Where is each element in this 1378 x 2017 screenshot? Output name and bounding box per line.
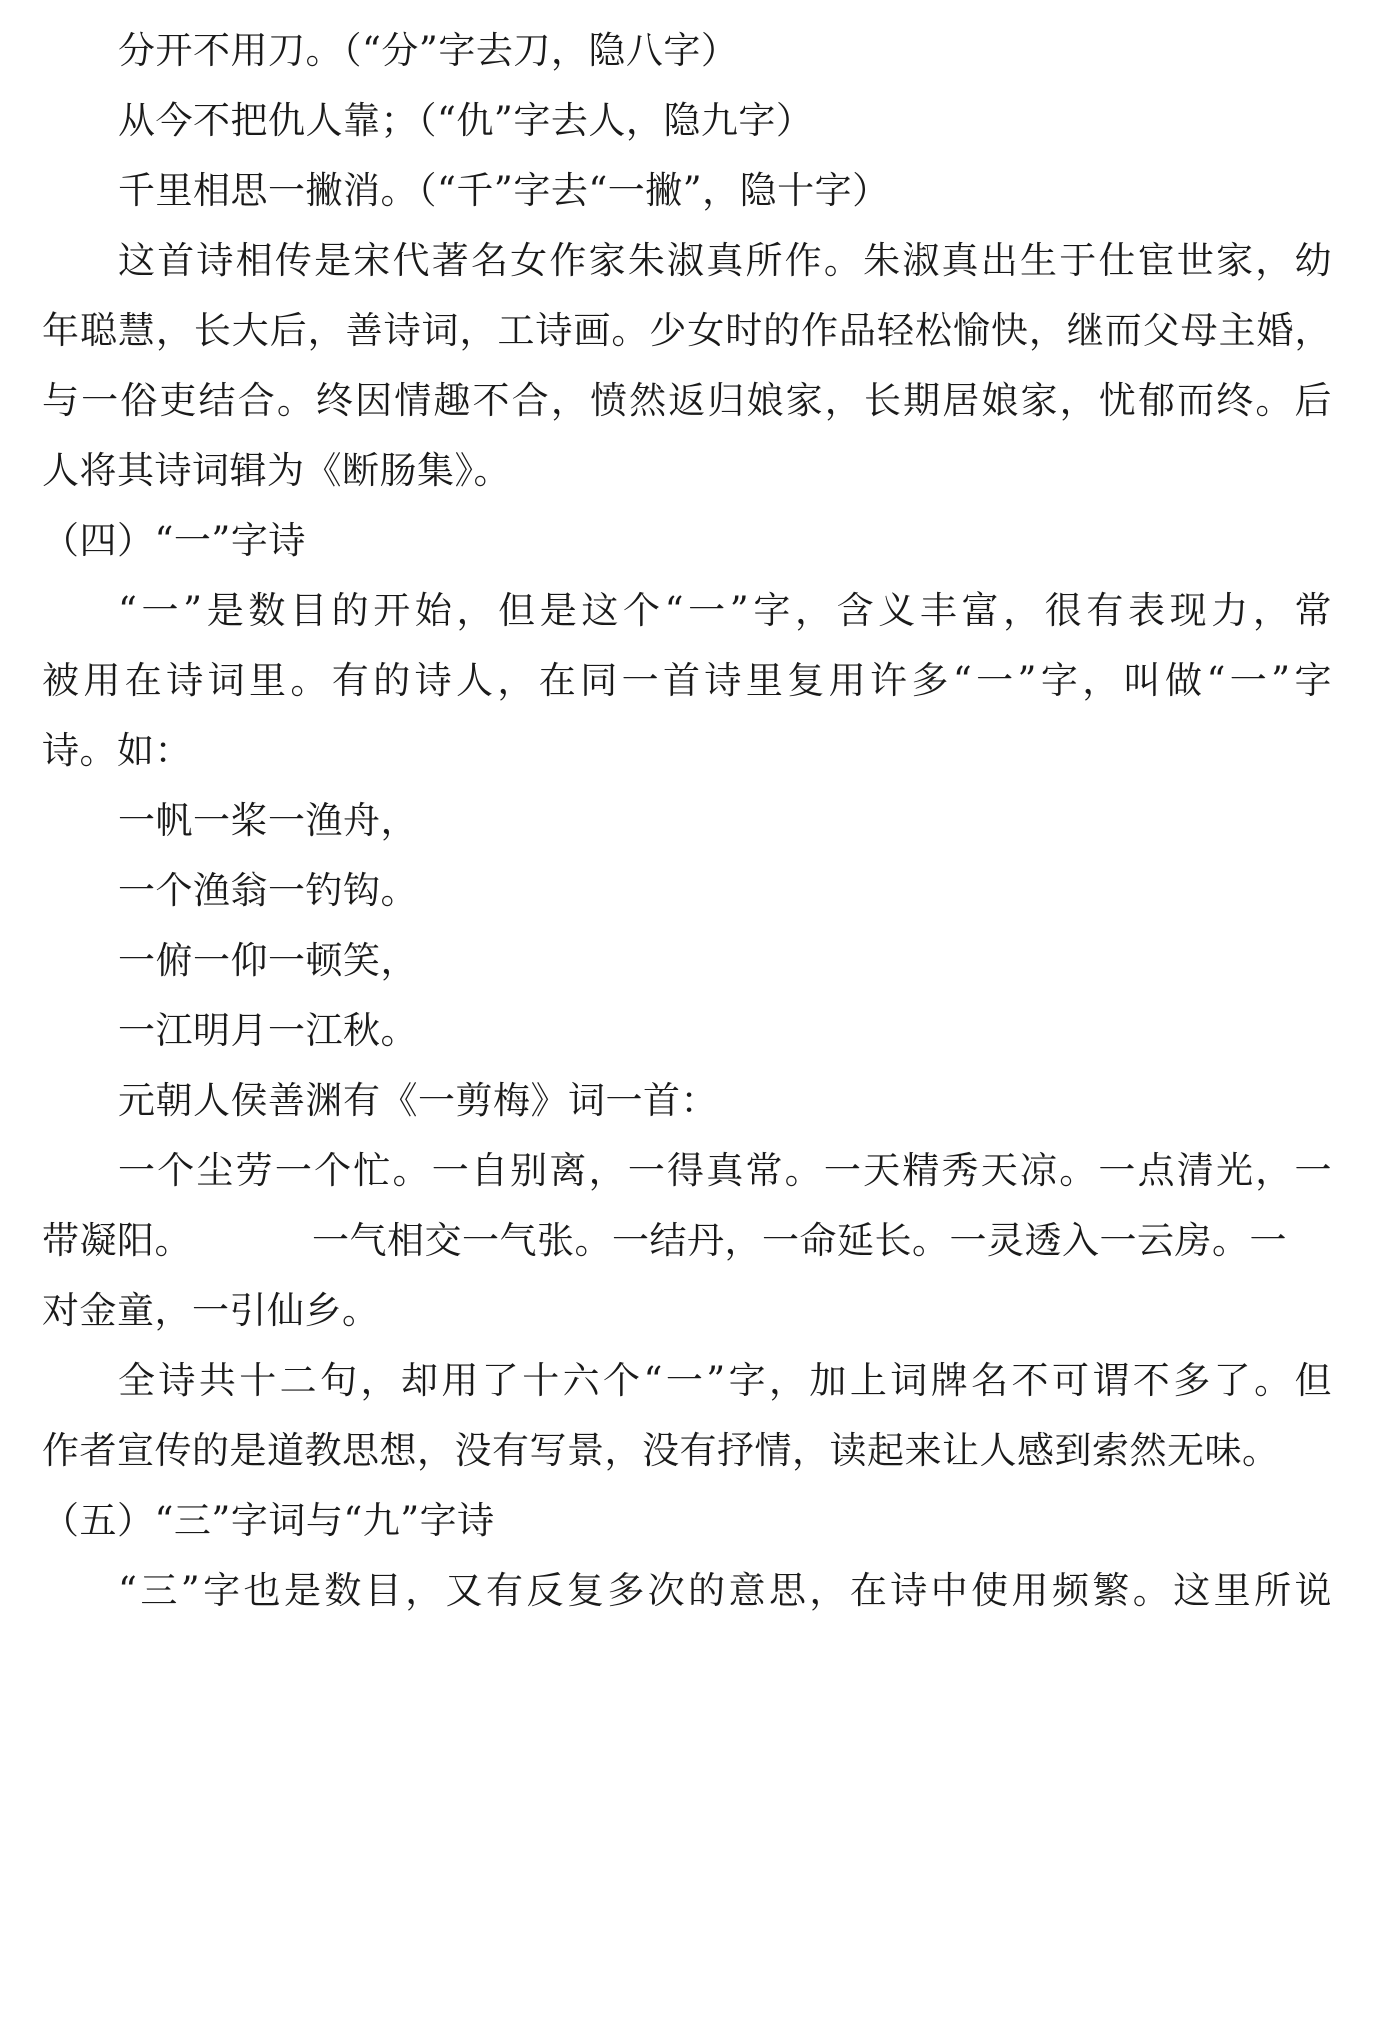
paragraph-line: 作者宣传的是道教思想，没有写景，没有抒情，读起来让人感到索然无味。	[42, 1429, 1280, 1472]
ci-line: 对金童，一引仙乡。	[42, 1289, 380, 1332]
poem-line: 从今不把仇人靠；（“仇”字去人，隐九字）	[118, 99, 814, 142]
ci-line: 一个尘劳一个忙。一自别离，一得真常。一天精秀天凉。一点清光，一	[118, 1149, 1332, 1192]
paragraph-line: 诗。如：	[42, 729, 192, 772]
paragraph-line: 全诗共十二句，却用了十六个“一”字，加上词牌名不可谓不多了。但	[118, 1359, 1332, 1402]
poem-line: 一个渔翁一钓钩。	[118, 869, 418, 912]
ci-line-segment: 带凝阳。	[42, 1219, 192, 1262]
section-heading: （五）“三”字词与“九”字诗	[42, 1499, 495, 1542]
paragraph-line: 这首诗相传是宋代著名女作家朱淑真所作。朱淑真出生于仕宦世家，幼	[118, 239, 1332, 282]
poem-line: 一帆一桨一渔舟，	[118, 799, 418, 842]
paragraph-line: 被用在诗词里。有的诗人，在同一首诗里复用许多“一”字，叫做“一”字	[42, 659, 1332, 702]
ci-line	[42, 1216, 1332, 1266]
poem-line: 千里相思一撇消。（“千”字去“一撇”，隐十字）	[118, 169, 890, 212]
section-heading: （四）“一”字诗	[42, 519, 306, 562]
ci-line-segment: 一气相交一气张。一结丹，一命延长。一灵透入一云房。一	[312, 1219, 1287, 1262]
paragraph-line: 年聪慧，长大后，善诗词，工诗画。少女时的作品轻松愉快，继而父母主婚，	[42, 309, 1332, 352]
paragraph-line: “一”是数目的开始，但是这个“一”字，含义丰富，很有表现力，常	[118, 589, 1332, 632]
poem-line: 一江明月一江秋。	[118, 1009, 418, 1052]
paragraph-line: 元朝人侯善渊有《一剪梅》词一首：	[118, 1079, 718, 1122]
paragraph-line: “三”字也是数目，又有反复多次的意思，在诗中使用频繁。这里所说	[118, 1569, 1332, 1612]
poem-line: 一俯一仰一顿笑，	[118, 939, 418, 982]
paragraph-line: 与一俗吏结合。终因情趣不合，愤然返归娘家，长期居娘家，忧郁而终。后	[42, 379, 1332, 422]
paragraph-line: 人将其诗词辑为《断肠集》。	[42, 449, 511, 492]
poem-line: 分开不用刀。（“分”字去刀，隐八字）	[118, 29, 739, 72]
